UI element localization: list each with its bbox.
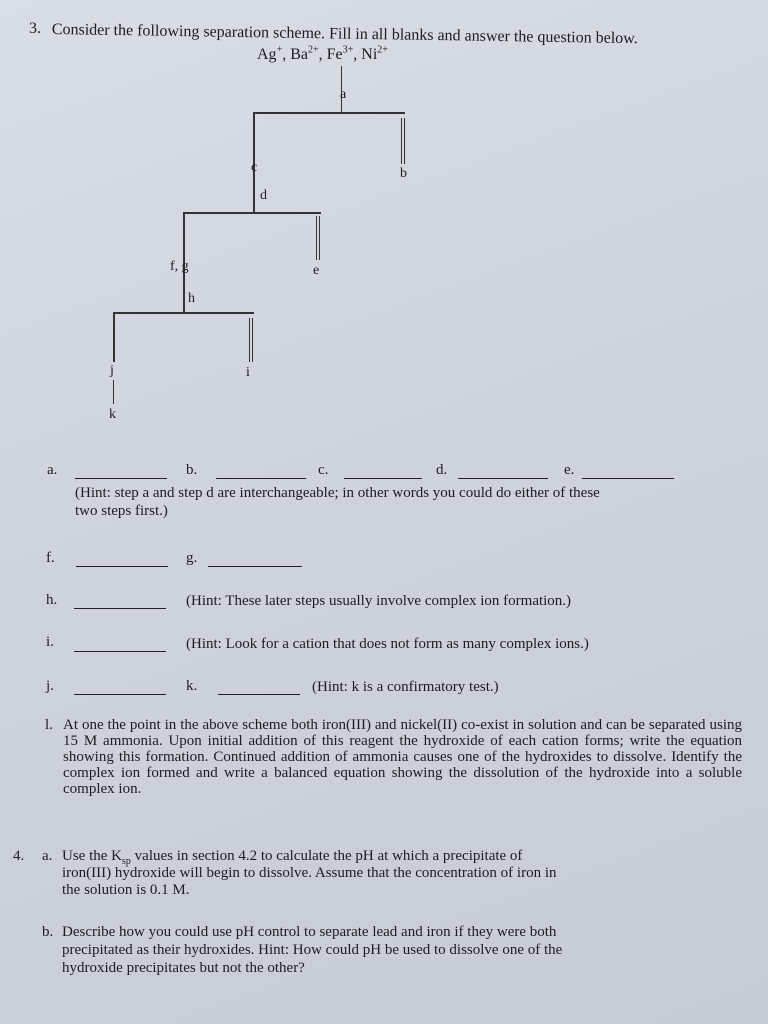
blank-c-field[interactable] xyxy=(344,478,422,479)
q4-part-b-line3: hydroxide precipitates but not the other? xyxy=(62,960,305,976)
scheme-label-a: a xyxy=(340,87,347,102)
hint-i: (Hint: Look for a cation that does not form as many complex ions.) xyxy=(186,636,589,652)
precipitate-mark-b xyxy=(404,118,405,164)
blank-h-label: h. xyxy=(46,592,58,608)
scheme-branch-1 xyxy=(253,112,405,114)
q4-part-b-label: b. xyxy=(42,924,54,940)
q4-a-text-pre: Use the K xyxy=(62,848,122,864)
q4-part-a-line1 xyxy=(62,848,522,865)
scheme-label-d: d xyxy=(260,188,267,203)
q4-part-a-label: a. xyxy=(42,848,53,864)
blank-k-label: k. xyxy=(186,678,198,694)
blank-g-field[interactable] xyxy=(208,566,302,567)
blank-h-field[interactable] xyxy=(74,608,166,609)
ion-list xyxy=(257,46,388,63)
blank-j-label: j. xyxy=(46,678,54,694)
scheme-branch-3 xyxy=(113,312,254,314)
ion-ag: Ag xyxy=(257,46,277,63)
ion-separator: , xyxy=(353,46,362,63)
scheme-branch-2 xyxy=(183,212,321,214)
ion-fe-charge: 3+ xyxy=(342,44,354,56)
blank-c-label: c. xyxy=(318,462,329,478)
blank-a-field[interactable] xyxy=(75,478,167,479)
scheme-label-fg: f, g xyxy=(170,259,189,274)
precipitate-mark-i xyxy=(252,318,253,362)
precipitate-mark-e xyxy=(319,216,320,260)
scheme-label-k: k xyxy=(109,407,116,422)
ion-ag-charge: + xyxy=(276,44,283,56)
blank-g-label: g. xyxy=(186,550,198,566)
blank-e-label: e. xyxy=(564,462,575,478)
ion-fe: Fe xyxy=(326,46,343,63)
q4-part-a-line3: the solution is 0.1 M. xyxy=(62,882,190,898)
ion-separator: , xyxy=(282,46,291,63)
scheme-label-j: j xyxy=(110,363,114,378)
q4-a-text-post: values in section 4.2 to calculate the pH at which a precipitate of xyxy=(130,848,523,864)
blank-d-label: d. xyxy=(436,462,448,478)
hint-ad-line2: two steps first.) xyxy=(75,503,168,519)
blank-k-field[interactable] xyxy=(218,694,300,695)
part-l-text: At one the point in the above scheme both iron(III) and nickel(II) co-exist in solution and can be separated using 15 M ammonia. Upon initial addition of this reagent the hydroxide of each cation forms; write the equation showing this formation. Continued addition of ammonia causes one of the hydroxides to dissolve. Identify the complex ion formed and write a balanced equation showing the dissolution of the hydroxide into a soluble complex ion. xyxy=(63,717,742,797)
blank-f-field[interactable] xyxy=(76,566,168,567)
scheme-left-drop-3 xyxy=(113,312,115,362)
blank-e-field[interactable] xyxy=(582,478,674,479)
hint-ad-line1: (Hint: step a and step d are interchangeable; in other words you could do either of these xyxy=(75,485,600,501)
question4-number: 4. xyxy=(13,848,25,864)
ion-ni-charge: 2+ xyxy=(377,44,388,56)
blank-f-label: f. xyxy=(46,550,55,566)
blank-i-label: i. xyxy=(46,634,54,650)
scheme-label-i: i xyxy=(246,365,250,380)
blank-b-field[interactable] xyxy=(216,478,306,479)
hint-h: (Hint: These later steps usually involve complex ion formation.) xyxy=(186,593,572,609)
blank-a-label: a. xyxy=(47,462,58,478)
blank-b-label: b. xyxy=(186,462,198,478)
precipitate-mark-b xyxy=(401,118,402,164)
q4-part-b-line1: Describe how you could use pH control to separate lead and iron if they were both xyxy=(62,924,557,940)
question-number: 3. xyxy=(29,20,41,37)
ion-ba: Ba xyxy=(290,46,308,63)
precipitate-mark-e xyxy=(316,216,317,260)
blank-i-field[interactable] xyxy=(74,651,166,652)
scheme-label-c: c xyxy=(251,160,258,175)
q4-part-b-line2: precipitated as their hydroxides. Hint: How could pH be used to dissolve one of the xyxy=(62,942,563,958)
ion-separator: , xyxy=(318,46,327,63)
part-l-label: l. xyxy=(45,717,53,733)
scheme-stem-k xyxy=(113,380,114,404)
q4-part-a-line2: iron(III) hydroxide will begin to dissolve. Assume that the concentration of iron in xyxy=(62,865,557,881)
blank-j-field[interactable] xyxy=(74,694,166,695)
ion-ba-charge: 2+ xyxy=(307,44,319,56)
blank-d-field[interactable] xyxy=(458,478,548,479)
question-intro: Consider the following separation scheme. Fill in all blanks and answer the question below. xyxy=(51,21,638,48)
q4-a-ksp-subscript: sp xyxy=(122,856,131,867)
hint-k: (Hint: k is a confirmatory test.) xyxy=(312,679,499,695)
scheme-label-e: e xyxy=(313,263,320,278)
ion-ni: Ni xyxy=(361,46,378,63)
precipitate-mark-i xyxy=(249,318,250,362)
scheme-label-h: h xyxy=(188,291,195,306)
scheme-label-b: b xyxy=(400,166,407,181)
